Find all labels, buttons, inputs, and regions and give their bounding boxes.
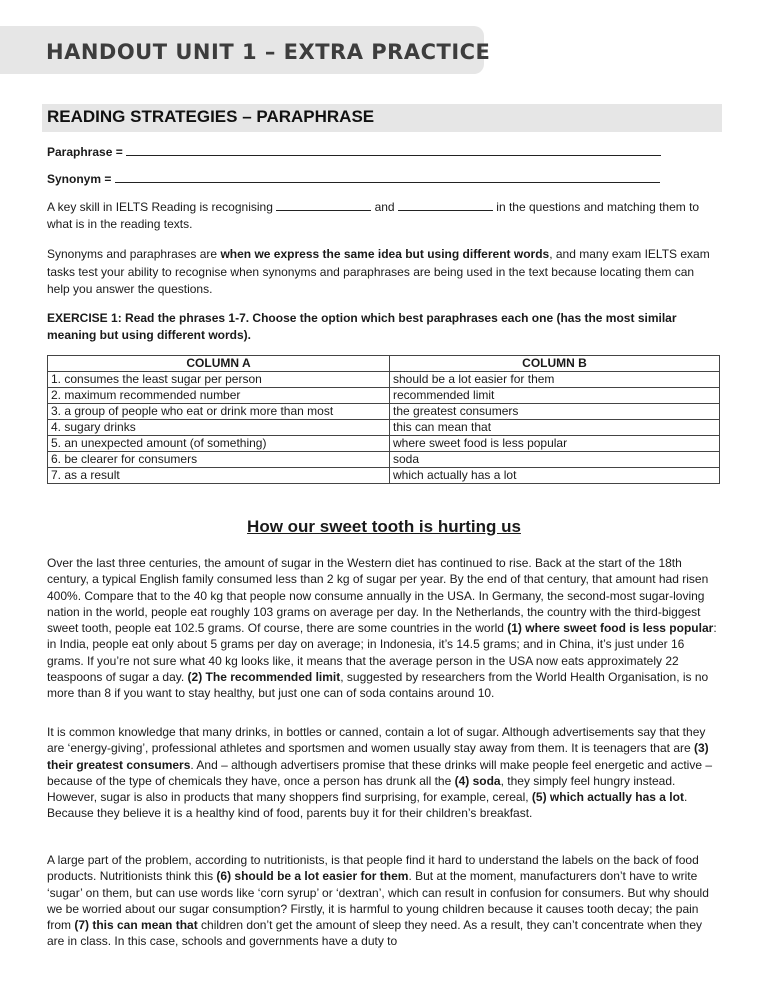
intro-text: A key skill in IELTS Reading is recognising [47, 200, 273, 214]
intro-p2-bold: when we express the same idea but using different words [220, 247, 550, 261]
table-row [48, 388, 720, 404]
answer-6: (6) should be a lot easier for them [216, 869, 409, 884]
columns-table [47, 355, 720, 484]
article-title: How our sweet tooth is hurting us [247, 517, 521, 536]
column-a-cell: 4. sugary drinks [48, 420, 390, 436]
answer-1: (1) where sweet food is less popular [507, 621, 714, 636]
column-a-cell: 1. consumes the least sugar per person [48, 372, 390, 388]
column-a-cell: 2. maximum recommended number [48, 388, 390, 404]
column-b-cell: where sweet food is less popular [390, 436, 720, 452]
article-text: Over the last three centuries, the amount of sugar in the Western diet has continued to rise. Back at the start of the 18th century, a typical English family consumed less than 2 kg of sugar per year. By the end of that century, that amount had risen 400%. Compare that to the 40 kg that people now consume annually in the USA. In Germany, the second-most sugar-loving nation in the world, people eat roughly 103 grams on average per day. In the Netherlands, the country with the third-biggest sweet tooth, people eat 102.5 grams. Of course, there are some countries in the world [47, 556, 709, 636]
column-a-cell: 5. an unexpected amount (of something) [48, 436, 390, 452]
article-text: It is common knowledge that many drinks, in bottles or canned, contain a lot of sugar. Although advertisements say that they are ‘energy-giving’, professional athletes and sportsmen and women usually stay away from them. It is teenagers that are [47, 725, 706, 756]
answer-7: (7) this can mean that [74, 918, 198, 933]
paraphrase-label: Paraphrase [47, 145, 113, 159]
synonym-label: Synonym [47, 172, 102, 186]
column-b-cell: which actually has a lot [390, 468, 720, 484]
article-text: , they simply feel hungry instead. However, sugar is also in products that many shoppers find surprising, for example, cereal, [47, 773, 676, 805]
synonym-definition: Synonym = [47, 171, 719, 188]
article-text: . Because they believe it is a healthy kind of food, parents buy it for their children’s breakfast. [47, 790, 688, 821]
article-text: , suggested by researchers from the World Health Organisation, is no more than 8 if you want to stay healthy, but just one can of soda contains around 10. [47, 670, 709, 701]
paraphrase-blank[interactable] [126, 144, 661, 156]
column-a-cell: 7. as a result [48, 468, 390, 484]
article-text: : in India, people eat only about 5 grams per day on average; in Indonesia, it’s 14.5 grams; and in China, it’s just under 16 grams. If you’re not sure what 40 kg looks like, it means that the average person in the USA now eats approximately 22 teaspoons of sugar a day. [47, 621, 717, 685]
handout-title: HANDOUT UNIT 1 – EXTRA PRACTICE [46, 40, 491, 64]
answer-4: (4) soda [454, 773, 501, 788]
table-body [48, 372, 720, 484]
column-a-cell: 6. be clearer for consumers [48, 452, 390, 468]
synonym-blank[interactable] [115, 171, 660, 183]
column-a-cell: 3. a group of people who eat or drink more than most [48, 404, 390, 420]
column-b-cell: should be a lot easier for them [390, 372, 720, 388]
intro-paragraph-1 [47, 199, 719, 233]
column-b-cell: recommended limit [390, 388, 720, 404]
answer-5: (5) which actually has a lot [531, 790, 684, 805]
intro-p2-rest: , and many exam IELTS exam tasks test your ability to recognise when synonyms and paraphrases are being used in the text because locating them can help you answer the questions. [47, 247, 710, 296]
article-paragraph-1 [47, 555, 721, 702]
paraphrase-definition: Paraphrase = [47, 144, 719, 161]
section-title: READING STRATEGIES – PARAPHRASE [47, 107, 375, 126]
table-row [48, 420, 720, 436]
column-a-header: COLUMN A [48, 356, 390, 372]
intro-text-end: in the questions and matching them to what is in the reading texts. [47, 200, 700, 231]
article-paragraph-2 [47, 724, 721, 822]
answer-3: (3) their greatest consumers [47, 741, 709, 772]
column-b-cell: the greatest consumers [390, 404, 720, 420]
article-text: A large part of the problem, according to nutritionists, is that people find it hard to understand the labels on the back of food products. Nutritionists think this [47, 853, 699, 884]
intro-p2-text: Synonyms and paraphrases are [47, 247, 218, 261]
column-b-header: COLUMN B [390, 356, 720, 372]
column-b-cell: soda [390, 452, 720, 468]
blank-1[interactable] [276, 199, 371, 211]
table-row [48, 468, 720, 484]
table-row [48, 372, 720, 388]
article-text: children don’t get the amount of sleep they need. As a result, they can’t concentrate when they are in class. In this case, schools and governments have a duty to [47, 918, 703, 949]
intro-paragraph-2 [47, 246, 719, 299]
article-text: . And – although advertisers promise that these drinks will make people feel energetic and active – because of the type of chemicals they have, once a person has drunk all the [47, 757, 713, 788]
intro-text-and: and [374, 200, 395, 214]
answer-2: (2) The recommended limit [187, 670, 341, 685]
blank-2[interactable] [398, 199, 493, 211]
table-row [48, 404, 720, 420]
table-row [48, 436, 720, 452]
column-b-cell: this can mean that [390, 420, 720, 436]
table-row [48, 452, 720, 468]
exercise-instruction: EXERCISE 1: Read the phrases 1-7. Choose the option which best paraphrases each one (has the most similar meaning but using different words). [47, 311, 677, 342]
article-paragraph-3 [47, 852, 721, 950]
article-text: . But at the moment, manufacturers don’t have to write ‘sugar’ on them, but can use words like ‘corn syrup’ or ‘dextran’, which can result in confusion for consumers. But why should we be worried about our sugar consumption? Firstly, it is harmful to young children because it causes tooth decay; the pain from [47, 869, 709, 933]
